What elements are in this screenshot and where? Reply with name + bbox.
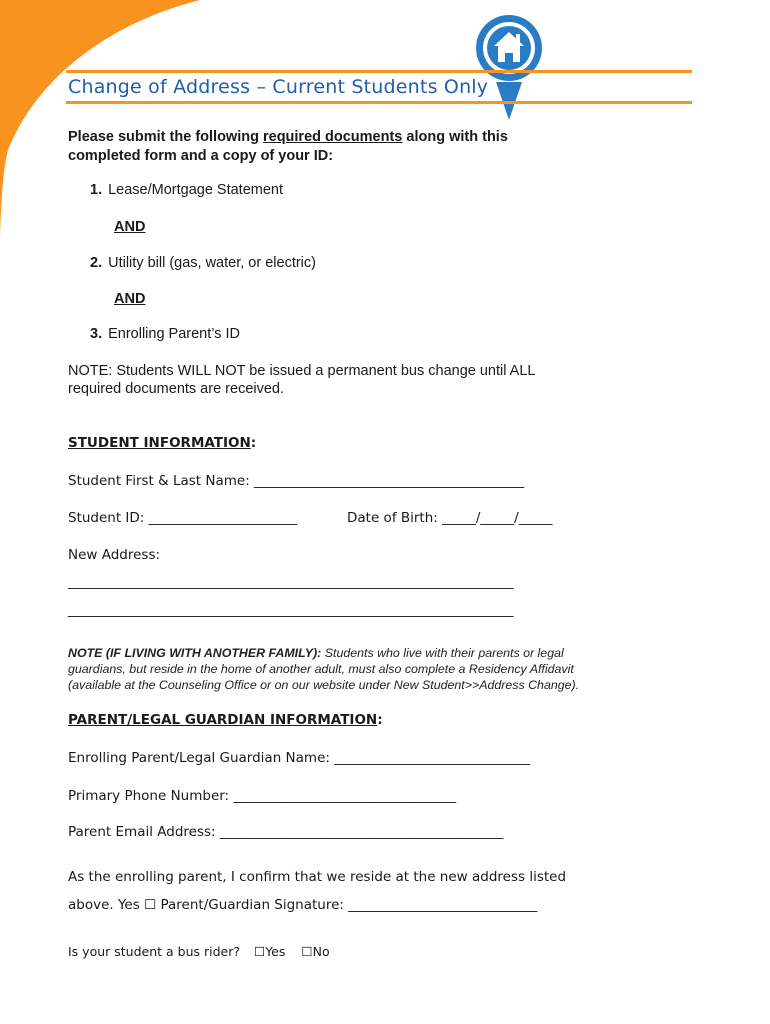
section-heading-text: PARENT/LEGAL GUARDIAN INFORMATION bbox=[68, 712, 378, 728]
bus-rider-question bbox=[68, 944, 330, 959]
intro-required-documents: required documents bbox=[262, 129, 403, 145]
section-heading-colon: : bbox=[377, 712, 383, 728]
list-number: 2. bbox=[90, 255, 103, 271]
bus-rider-no-label: No bbox=[312, 944, 330, 959]
parent-email-field[interactable]: Parent Email Address: __________________________________________ bbox=[68, 824, 504, 840]
and-label: AND bbox=[114, 291, 146, 307]
bus-rider-yes-label: Yes bbox=[265, 944, 286, 959]
confirmation-line2 bbox=[68, 897, 537, 913]
list-number: 3. bbox=[90, 326, 103, 342]
list-item bbox=[90, 326, 240, 342]
bus-change-note bbox=[68, 362, 535, 398]
title-bottom-rule bbox=[66, 101, 692, 104]
date-of-birth-field[interactable]: Date of Birth: _____/_____/_____ bbox=[347, 510, 553, 526]
confirm-yes-label: above. Yes bbox=[68, 897, 145, 913]
family-note-line3: (available at the Counseling Office or on our website under New Student>>Address Change). bbox=[68, 678, 580, 692]
intro-part1: Please submit the following bbox=[68, 129, 263, 145]
bus-rider-label: Is your student a bus rider? bbox=[68, 944, 240, 959]
address-line-2-field[interactable]: __________________________________________________________________ bbox=[68, 602, 514, 618]
list-item bbox=[90, 255, 316, 271]
confirmation-line1: As the enrolling parent, I confirm that we reside at the new address listed bbox=[68, 869, 567, 885]
parent-section-heading bbox=[68, 712, 383, 728]
list-item bbox=[90, 182, 283, 198]
intro-line2: completed form and a copy of your ID: bbox=[68, 148, 334, 164]
intro-text bbox=[68, 128, 508, 166]
title-top-rule bbox=[66, 70, 692, 73]
list-text: Lease/Mortgage Statement bbox=[108, 182, 284, 198]
parent-name-field[interactable]: Enrolling Parent/Legal Guardian Name: _____________________________ bbox=[68, 750, 530, 766]
student-name-field[interactable]: Student First & Last Name: ________________________________________ bbox=[68, 473, 525, 489]
family-note-line1: Students who live with their parents or legal bbox=[321, 646, 564, 660]
bus-rider-no-checkbox[interactable]: ☐ bbox=[301, 944, 313, 959]
family-note-line2: guardians, but reside in the home of another adult, must also complete a Residency Affidavit bbox=[68, 662, 574, 676]
home-location-pin-icon bbox=[468, 12, 550, 124]
family-note-heading: NOTE (IF LIVING WITH ANOTHER FAMILY): bbox=[68, 646, 322, 660]
new-address-label: New Address: bbox=[68, 547, 161, 563]
family-note bbox=[68, 645, 579, 693]
note-line2: required documents are received. bbox=[68, 381, 285, 397]
student-id-field[interactable]: Student ID: ______________________ bbox=[68, 510, 298, 526]
student-section-heading bbox=[68, 435, 256, 451]
bus-rider-yes-checkbox[interactable]: ☐ bbox=[253, 944, 266, 959]
page-title: Change of Address – Current Students Only bbox=[68, 76, 489, 98]
list-text: Enrolling Parent’s ID bbox=[108, 326, 241, 342]
confirm-yes-checkbox[interactable]: ☐ bbox=[144, 897, 157, 913]
intro-part2: along with this bbox=[402, 129, 508, 145]
note-line1: NOTE: Students WILL NOT be issued a permanent bus change until ALL bbox=[68, 363, 536, 379]
and-label: AND bbox=[114, 219, 146, 235]
section-heading-text: STUDENT INFORMATION bbox=[68, 435, 251, 451]
list-number: 1. bbox=[90, 182, 103, 198]
section-heading-colon: : bbox=[250, 435, 257, 451]
parent-signature-field[interactable]: Parent/Guardian Signature: ____________________________ bbox=[156, 897, 538, 913]
address-line-1-field[interactable]: __________________________________________________________________ bbox=[68, 574, 514, 590]
orange-swoosh-decoration bbox=[0, 0, 200, 250]
primary-phone-field[interactable]: Primary Phone Number: _________________________________ bbox=[68, 788, 457, 804]
list-text: Utility bill (gas, water, or electric) bbox=[108, 255, 316, 271]
